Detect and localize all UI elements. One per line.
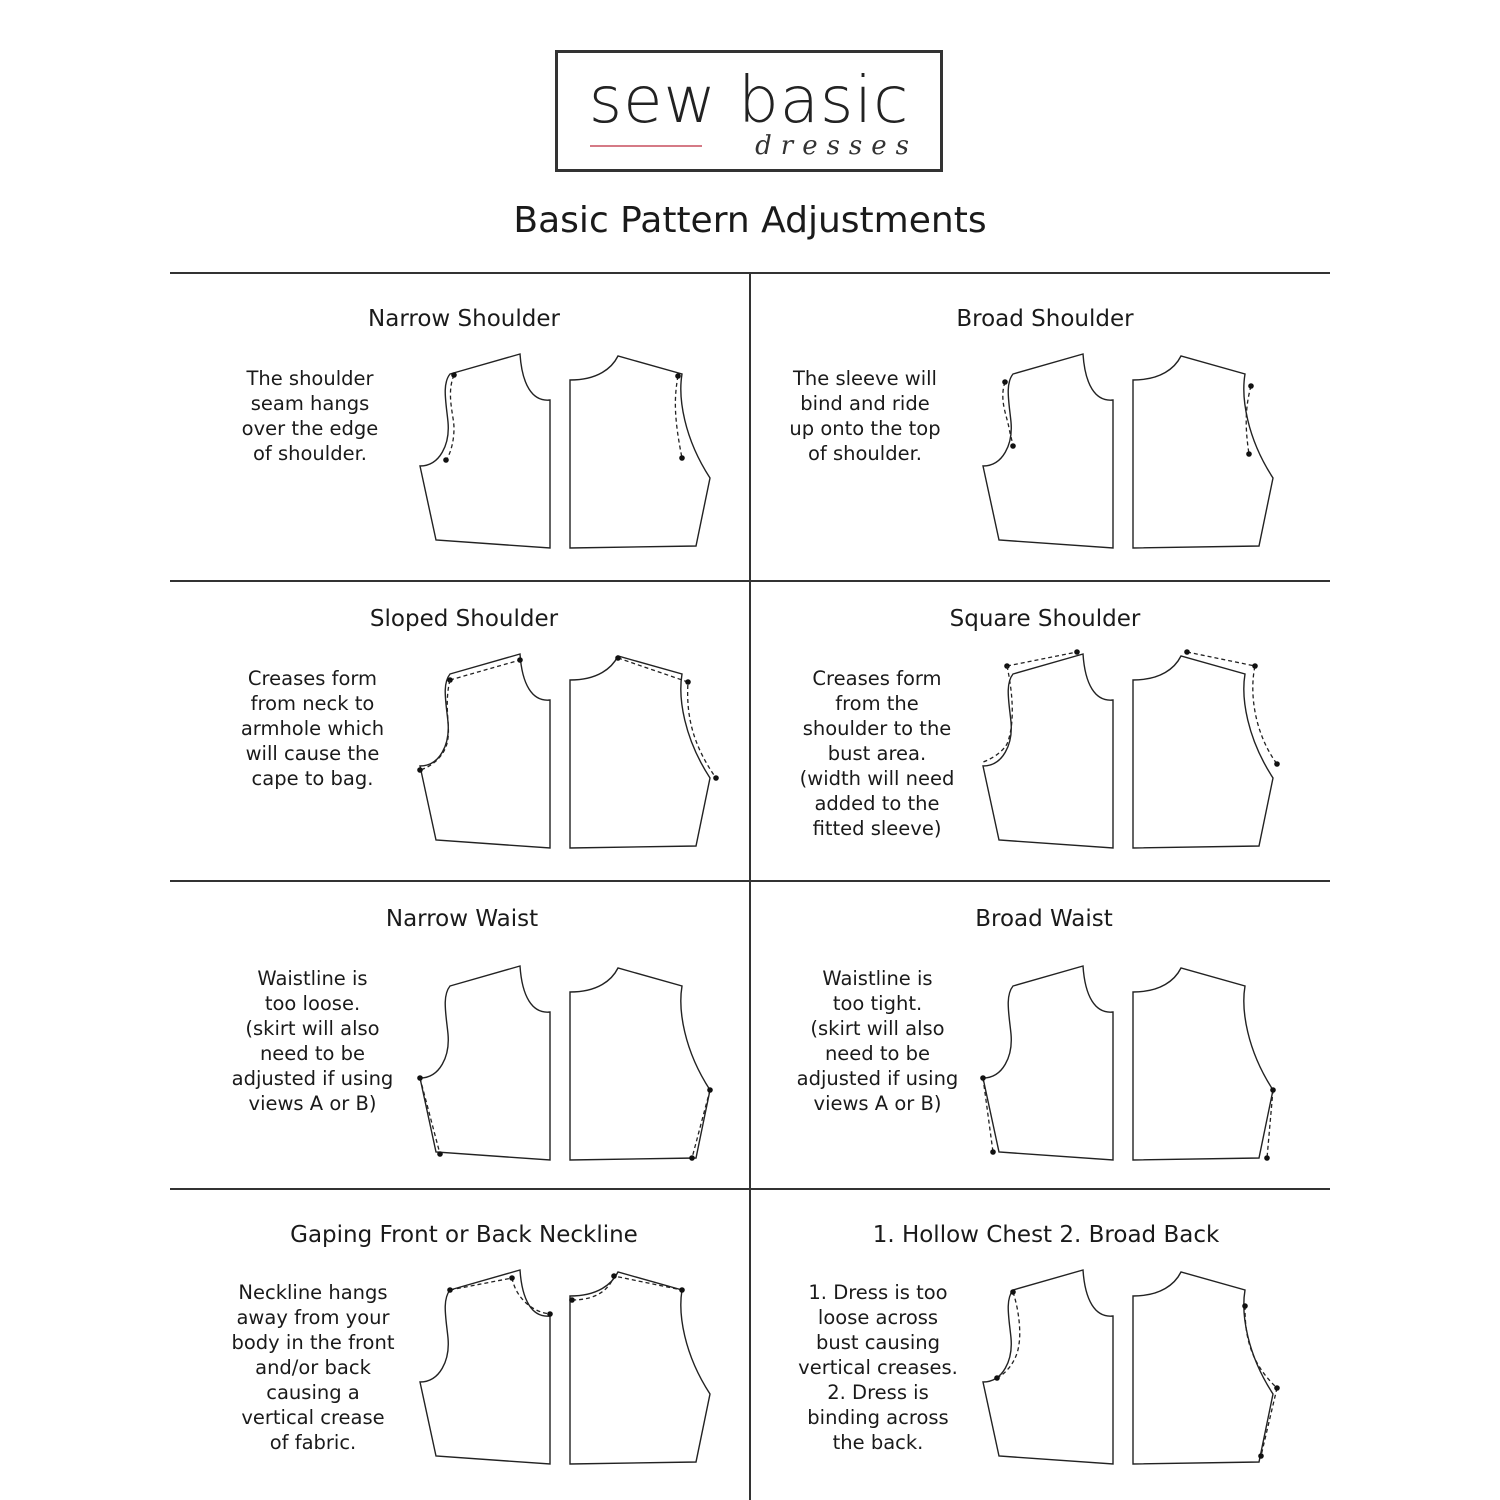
logo-main-text: sew basic	[588, 64, 910, 138]
pivot-dot	[994, 1375, 1000, 1381]
back-bodice-piece	[570, 356, 710, 548]
pivot-dot	[980, 1075, 986, 1081]
panel-square-shoulder	[751, 582, 1330, 880]
front-bodice-piece	[420, 966, 550, 1160]
panel-description: Waistline is too tight. (skirt will also need to be adjusted if using views A or B)	[796, 967, 959, 1115]
pivot-dot	[451, 372, 457, 378]
pivot-dot	[569, 1297, 575, 1303]
bodice-pieces	[983, 1270, 1280, 1464]
bodice-pieces	[983, 354, 1273, 548]
bodice-diagram	[408, 960, 728, 1180]
pivot-dot	[679, 455, 685, 461]
logo-sub-text: dresses	[755, 131, 918, 161]
pivot-dot	[990, 1149, 996, 1155]
adjustment-line	[1245, 1306, 1277, 1456]
pivot-dot	[611, 1273, 617, 1279]
bodice-pieces	[420, 354, 710, 548]
pivot-dot	[547, 1311, 553, 1317]
front-bodice-piece	[983, 966, 1113, 1160]
panel-broad-shoulder	[751, 274, 1330, 580]
panel-title: Sloped Shoulder	[369, 606, 559, 632]
pivot-dot	[447, 1287, 453, 1293]
bodice-pieces	[983, 649, 1280, 848]
panel-description: 1. Dress is too loose across bust causing vertical creases. 2. Dress is binding across the back.	[798, 1281, 958, 1454]
back-bodice-piece	[1133, 656, 1273, 848]
adjustment-line	[692, 1090, 710, 1158]
bodice-diagram	[408, 348, 728, 568]
pivot-dot	[1242, 1303, 1248, 1309]
panel-description: The sleeve will bind and ride up onto the top of shoulder.	[789, 367, 941, 465]
pivot-dot	[443, 457, 449, 463]
pivot-dot	[1274, 761, 1280, 767]
pivot-dot	[685, 679, 691, 685]
panel-sloped-shoulder	[170, 582, 750, 880]
adjustment-line	[572, 1276, 682, 1300]
pivot-dot	[509, 1275, 515, 1281]
panel-title: Square Shoulder	[949, 606, 1141, 632]
pivot-dot	[707, 1087, 713, 1093]
pivot-dot	[1248, 383, 1254, 389]
panel-title: Gaping Front or Back Neckline	[290, 1222, 638, 1248]
pivot-dot	[713, 775, 719, 781]
front-bodice-piece	[420, 354, 550, 548]
front-bodice-piece	[983, 654, 1113, 848]
bodice-diagram	[971, 1264, 1291, 1484]
bodice-diagram	[971, 648, 1291, 868]
adjustment-line	[450, 660, 520, 680]
pivot-dot	[679, 1287, 685, 1293]
panel-hollow-chest-broad-back	[751, 1190, 1330, 1500]
panel-description: Neckline hangs away from your body in the front and/or back causing a vertical crease of fabric.	[231, 1281, 395, 1454]
panel-narrow-waist	[170, 882, 750, 1188]
panel-title: Broad Shoulder	[956, 306, 1134, 332]
bodice-diagram	[408, 1264, 728, 1484]
pivot-dot	[1010, 1289, 1016, 1295]
pivot-dot	[1258, 1453, 1264, 1459]
pivot-dot	[1270, 1087, 1276, 1093]
pivot-dot	[675, 373, 681, 379]
bodice-diagram	[971, 960, 1291, 1180]
front-bodice-piece	[983, 1270, 1113, 1464]
adjustment-line	[618, 658, 716, 778]
front-bodice-piece	[420, 1270, 550, 1464]
panel-gaping-neckline	[170, 1190, 750, 1500]
panel-narrow-shoulder	[170, 274, 750, 580]
panel-broad-waist	[751, 882, 1330, 1188]
logo	[555, 50, 943, 172]
back-bodice-piece	[570, 968, 710, 1160]
panel-title: Broad Waist	[975, 906, 1113, 932]
pivot-dot	[1002, 379, 1008, 385]
panel-title: Narrow Waist	[385, 906, 539, 932]
pivot-dot	[1010, 443, 1016, 449]
pivot-dot	[1246, 451, 1252, 457]
pivot-dot	[437, 1151, 443, 1157]
back-bodice-piece	[1133, 968, 1273, 1160]
logo-accent-line	[590, 145, 702, 147]
bodice-pieces	[420, 1270, 710, 1464]
pivot-dot	[1074, 649, 1080, 655]
bodice-pieces	[980, 966, 1276, 1161]
panel-description: Creases form from neck to armhole which will cause the cape to bag.	[240, 667, 385, 790]
bodice-pieces	[417, 654, 719, 848]
page-title: Basic Pattern Adjustments	[513, 200, 987, 241]
adjustment-line	[1187, 652, 1277, 764]
back-bodice-piece	[570, 656, 710, 848]
panel-description: Creases form from the shoulder to the bust area. (width will need added to the fitted sleeve)	[799, 667, 955, 840]
panel-title: Narrow Shoulder	[368, 306, 560, 332]
pivot-dot	[615, 655, 621, 661]
front-bodice-piece	[420, 654, 550, 848]
pivot-dot	[1264, 1155, 1270, 1161]
bodice-diagram	[971, 348, 1291, 568]
pivot-dot	[1274, 1385, 1280, 1391]
pivot-dot	[689, 1155, 695, 1161]
bodice-diagram	[408, 648, 728, 868]
pivot-dot	[417, 1075, 423, 1081]
pivot-dot	[1252, 663, 1258, 669]
bodice-pieces	[417, 966, 713, 1161]
back-bodice-piece	[1133, 1272, 1273, 1464]
panel-description: The shoulder seam hangs over the edge of shoulder.	[241, 367, 379, 465]
pivot-dot	[417, 767, 423, 773]
pivot-dot	[517, 657, 523, 663]
adjustment-line	[450, 1278, 550, 1314]
back-bodice-piece	[570, 1272, 710, 1464]
panel-title: 1. Hollow Chest 2. Broad Back	[872, 1222, 1220, 1248]
adjustment-line	[1267, 1090, 1273, 1158]
adjustment-line	[1246, 386, 1251, 454]
pivot-dot	[1184, 649, 1190, 655]
panel-description: Waistline is too loose. (skirt will also need to be adjusted if using views A or B)	[231, 967, 394, 1115]
